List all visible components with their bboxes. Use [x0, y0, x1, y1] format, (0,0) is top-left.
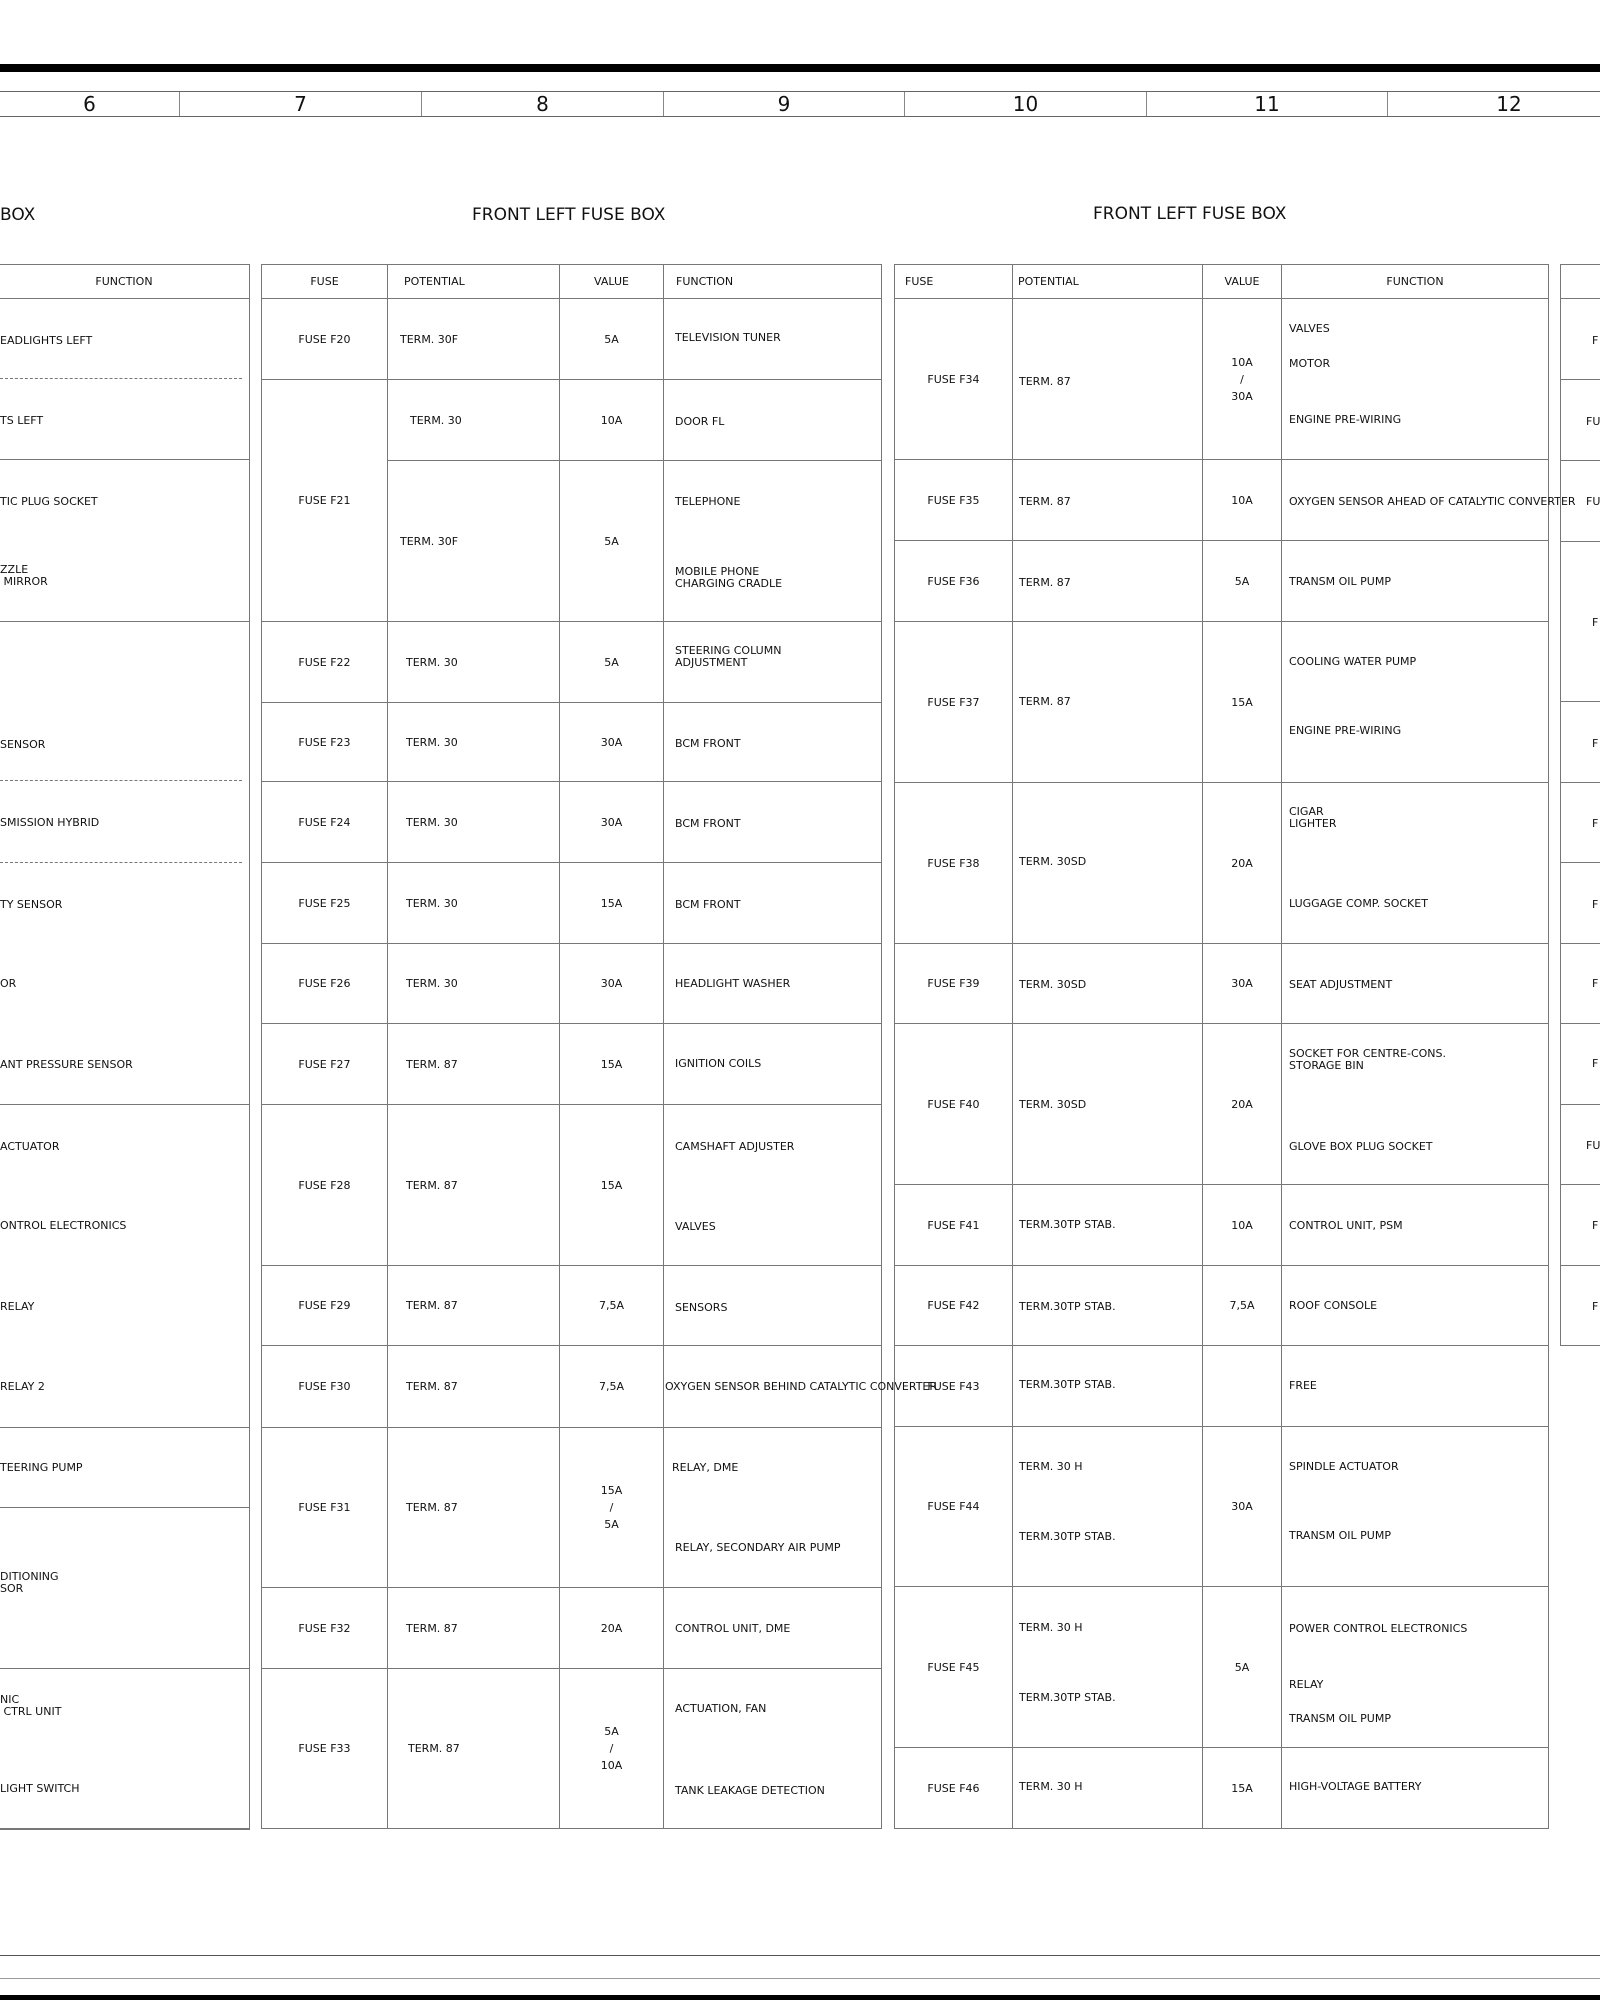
dashed-separator — [0, 378, 242, 379]
fuse-cell: FUSE F30 — [261, 1345, 388, 1428]
potential-label: TERM.30TP STAB. — [1019, 1378, 1116, 1391]
potential-label: TERM. 30 H — [1019, 1780, 1083, 1793]
function-label: STEERING COLUMN ADJUSTMENT — [675, 644, 782, 669]
value-cell: 5A — [559, 460, 664, 622]
bottom-rule — [0, 1978, 1600, 1979]
potential-cell: TERM. 30 — [387, 621, 560, 703]
potential-label: TERM. 30 H — [1019, 1460, 1083, 1473]
value-cell: 30A — [559, 943, 664, 1024]
value-cell: 7,5A — [559, 1265, 664, 1346]
potential-cell: TERM. 30 — [387, 379, 560, 461]
fuse-cell: FUSE F20 — [261, 298, 388, 380]
function-cell — [1281, 1426, 1549, 1587]
edge-fragment: FU — [1586, 415, 1600, 428]
table-group — [0, 298, 250, 460]
fuse-cell: FUSE F42 — [894, 1265, 1013, 1346]
value-cell: 10A — [1202, 459, 1282, 541]
function-label: CONTROL UNIT, DME — [675, 1622, 791, 1635]
function-label: RELAY, DME — [672, 1461, 739, 1474]
function-label: LIGHT SWITCH — [0, 1782, 80, 1795]
potential-cell: TERM. 30 — [387, 781, 560, 863]
function-label: POWER CONTROL ELECTRONICS — [1289, 1622, 1468, 1635]
value-cell: 30A — [559, 702, 664, 782]
value-cell: 5A — [1202, 1586, 1282, 1748]
function-label: BCM FRONT — [675, 898, 741, 911]
fuse-cell: FUSE F29 — [261, 1265, 388, 1346]
value-cell: 15A — [559, 1023, 664, 1105]
fuse-cell: FUSE F34 — [894, 298, 1013, 460]
column-number: 11 — [1147, 92, 1388, 116]
function-label: HIGH-VOLTAGE BATTERY — [1289, 1780, 1422, 1793]
function-label: RELAY, SECONDARY AIR PUMP — [675, 1541, 841, 1554]
function-label: SOCKET FOR CENTRE-CONS. STORAGE BIN — [1289, 1047, 1447, 1072]
value-cell: 5A / 10A — [559, 1668, 664, 1829]
function-label: SMISSION HYBRID — [0, 816, 100, 829]
column-header-potential: POTENTIAL — [387, 264, 560, 299]
edge-fragment: F — [1592, 1219, 1599, 1232]
function-label: SEAT ADJUSTMENT — [1289, 978, 1393, 991]
edge-fragment: F — [1592, 817, 1599, 830]
function-label: TRANSM OIL PUMP — [1289, 575, 1391, 588]
column-number: 12 — [1496, 92, 1522, 116]
dashed-separator — [0, 862, 242, 863]
function-label: VALVES — [1289, 322, 1330, 335]
column-header-value: VALUE — [1202, 264, 1282, 299]
middle-box-title: FRONT LEFT FUSE BOX — [472, 205, 666, 225]
column-number: 7 — [180, 92, 422, 116]
edge-fragment: FU — [1586, 1139, 1600, 1152]
potential-label: TERM. 87 — [1019, 576, 1071, 589]
potential-cell: TERM. 30F — [387, 298, 560, 380]
edge-header — [1560, 264, 1600, 299]
potential-label: TERM. 30SD — [1019, 1098, 1087, 1111]
function-label: OXYGEN SENSOR AHEAD OF CATALYTIC CONVERTER — [1289, 495, 1576, 508]
value-cell: 5A — [1202, 540, 1282, 622]
function-label: MOBILE PHONE CHARGING CRADLE — [675, 565, 783, 590]
left-box-title: BOX — [0, 205, 36, 225]
function-cell — [1281, 621, 1549, 783]
value-cell: 15A — [559, 1104, 664, 1266]
column-header-function: FUNCTION — [1281, 264, 1549, 299]
fuse-cell: FUSE F37 — [894, 621, 1013, 783]
function-label: ANT PRESSURE SENSOR — [0, 1058, 133, 1071]
function-label: ENGINE PRE-WIRING — [1289, 724, 1402, 737]
value-cell: 7,5A — [1202, 1265, 1282, 1346]
function-label: TEERING PUMP — [0, 1461, 83, 1474]
fuse-cell: FUSE F24 — [261, 781, 388, 863]
potential-label: TERM. 87 — [1019, 695, 1071, 708]
edge-fragment: F — [1592, 898, 1599, 911]
bottom-rule — [0, 1955, 1600, 1956]
function-label: SENSORS — [675, 1301, 728, 1314]
function-cell — [663, 1104, 882, 1266]
function-label: TELEVISION TUNER — [675, 331, 781, 344]
value-cell: 5A — [559, 298, 664, 380]
value-cell: 30A — [559, 781, 664, 863]
value-cell — [1202, 1345, 1282, 1427]
potential-cell: TERM. 87 — [387, 1668, 560, 1829]
function-label: TELEPHONE — [675, 495, 741, 508]
column-header-fuse: FUSE — [261, 264, 388, 299]
function-label: CIGAR LIGHTER — [1289, 805, 1337, 830]
potential-cell — [1012, 1426, 1203, 1587]
value-cell: 15A — [1202, 1747, 1282, 1829]
column-ruler — [0, 91, 1600, 117]
column-number: 9 — [664, 92, 905, 116]
column-header-fuse: FUSE — [894, 264, 1013, 299]
function-label: TANK LEAKAGE DETECTION — [675, 1784, 825, 1797]
column-number: 6 — [0, 92, 180, 116]
edge-fragment: F — [1592, 1300, 1599, 1313]
fuse-cell: FUSE F41 — [894, 1184, 1013, 1266]
function-cell — [663, 1427, 882, 1588]
function-label: MOTOR — [1289, 357, 1331, 370]
function-label: TRANSM OIL PUMP — [1289, 1712, 1391, 1725]
value-cell: 30A — [1202, 1426, 1282, 1587]
function-label: ZZLE MIRROR — [0, 563, 48, 588]
potential-cell: TERM. 87 — [387, 1345, 560, 1428]
edge-fragment: F — [1592, 737, 1599, 750]
function-label: TY SENSOR — [0, 898, 63, 911]
fuse-cell: FUSE F33 — [261, 1668, 388, 1829]
function-label: COOLING WATER PUMP — [1289, 655, 1417, 668]
function-label: OXYGEN SENSOR BEHIND CATALYTIC CONVERTER — [665, 1380, 938, 1393]
potential-label: TERM. 30SD — [1019, 855, 1087, 868]
function-label: BCM FRONT — [675, 737, 741, 750]
fuse-cell: FUSE F44 — [894, 1426, 1013, 1587]
potential-label: TERM. 87 — [1019, 375, 1071, 388]
fuse-cell: FUSE F28 — [261, 1104, 388, 1266]
edge-fragment: F — [1592, 1057, 1599, 1070]
function-label: SPINDLE ACTUATOR — [1289, 1460, 1399, 1473]
potential-cell: TERM. 87 — [387, 1427, 560, 1588]
potential-cell: TERM. 30 — [387, 943, 560, 1024]
function-label: OR — [0, 977, 17, 990]
function-label: GLOVE BOX PLUG SOCKET — [1289, 1140, 1433, 1153]
column-number: 10 — [905, 92, 1147, 116]
value-cell: 15A — [1202, 621, 1282, 783]
function-label: CAMSHAFT ADJUSTER — [675, 1140, 795, 1153]
edge-fragment: FU — [1586, 495, 1600, 508]
column-header-value: VALUE — [559, 264, 664, 299]
column-header-function: FUNCTION — [0, 264, 250, 299]
column-header-potential: POTENTIAL — [1012, 264, 1203, 299]
edge-fragment: F — [1592, 334, 1599, 347]
potential-label: TERM. 30 H — [1019, 1621, 1083, 1634]
function-label: TRANSM OIL PUMP — [1289, 1529, 1391, 1542]
fuse-cell: FUSE F22 — [261, 621, 388, 703]
function-label: IGNITION COILS — [675, 1057, 762, 1070]
fuse-cell: FUSE F25 — [261, 862, 388, 944]
function-label: TIC PLUG SOCKET — [0, 495, 98, 508]
function-label: ENGINE PRE-WIRING — [1289, 413, 1402, 426]
value-cell: 7,5A — [559, 1345, 664, 1428]
fuse-cell: FUSE F35 — [894, 459, 1013, 541]
function-label: ACTUATOR — [0, 1140, 60, 1153]
function-label: FREE — [1289, 1379, 1317, 1392]
table-group — [0, 1828, 250, 1830]
fuse-cell: FUSE F27 — [261, 1023, 388, 1105]
potential-label: TERM. 30SD — [1019, 978, 1087, 991]
value-cell: 5A — [559, 621, 664, 703]
table-group — [0, 459, 250, 622]
fuse-cell: FUSE F31 — [261, 1427, 388, 1588]
value-cell: 10A — [559, 379, 664, 461]
value-cell: 20A — [559, 1587, 664, 1669]
function-label: TS LEFT — [0, 414, 44, 427]
potential-cell — [1012, 1586, 1203, 1748]
column-number: 8 — [422, 92, 664, 116]
function-label: DOOR FL — [675, 415, 725, 428]
potential-label: TERM.30TP STAB. — [1019, 1530, 1116, 1543]
potential-label: TERM.30TP STAB. — [1019, 1300, 1116, 1313]
fuse-cell: FUSE F45 — [894, 1586, 1013, 1748]
fuse-cell: FUSE F43 — [894, 1345, 1013, 1427]
fuse-cell: FUSE F46 — [894, 1747, 1013, 1829]
value-cell: 20A — [1202, 782, 1282, 944]
potential-cell: TERM. 87 — [387, 1104, 560, 1266]
value-cell: 20A — [1202, 1023, 1282, 1185]
fuse-cell: FUSE F38 — [894, 782, 1013, 944]
fuse-cell: FUSE F40 — [894, 1023, 1013, 1185]
function-label: RELAY 2 — [0, 1380, 45, 1393]
right-box-title: FRONT LEFT FUSE BOX — [1093, 204, 1287, 224]
function-cell — [1281, 1345, 1549, 1427]
table-group — [0, 1668, 250, 1829]
fuse-cell: FUSE F23 — [261, 702, 388, 782]
fuse-cell: FUSE F26 — [261, 943, 388, 1024]
function-label: BCM FRONT — [675, 817, 741, 830]
bottom-border-bar — [0, 1995, 1600, 2000]
potential-label: TERM.30TP STAB. — [1019, 1691, 1116, 1704]
potential-cell: TERM. 87 — [387, 1265, 560, 1346]
top-border-bar — [0, 64, 1600, 72]
function-label: ACTUATION, FAN — [675, 1702, 767, 1715]
function-label: DITIONING SOR — [0, 1570, 59, 1595]
function-label: HEADLIGHT WASHER — [675, 977, 791, 990]
function-cell — [663, 460, 882, 622]
fuse-cell: FUSE F36 — [894, 540, 1013, 622]
function-label: NIC CTRL UNIT — [0, 1693, 62, 1718]
function-label: RELAY — [0, 1300, 35, 1313]
potential-label: TERM.30TP STAB. — [1019, 1218, 1116, 1231]
edge-fragment: F — [1592, 616, 1599, 629]
function-cell — [663, 1668, 882, 1829]
function-label: CONTROL UNIT, PSM — [1289, 1219, 1403, 1232]
function-label: ROOF CONSOLE — [1289, 1299, 1378, 1312]
value-cell: 30A — [1202, 943, 1282, 1024]
value-cell: 15A — [559, 862, 664, 944]
column-header-function: FUNCTION — [663, 264, 882, 299]
value-cell: 15A / 5A — [559, 1427, 664, 1588]
value-cell: 10A / 30A — [1202, 298, 1282, 460]
dashed-separator — [0, 780, 242, 781]
potential-cell: TERM. 30 — [387, 702, 560, 782]
fuse-cell: FUSE F39 — [894, 943, 1013, 1024]
value-cell: 10A — [1202, 1184, 1282, 1266]
potential-cell: TERM. 30 — [387, 862, 560, 944]
function-label: SENSOR — [0, 738, 46, 751]
fuse-cell: FUSE F32 — [261, 1587, 388, 1669]
fuse-cell: FUSE F21 — [261, 379, 388, 622]
function-label: VALVES — [675, 1220, 716, 1233]
function-label: RELAY — [1289, 1678, 1324, 1691]
table-group — [0, 621, 250, 1105]
function-label: EADLIGHTS LEFT — [0, 334, 93, 347]
potential-cell: TERM. 87 — [387, 1587, 560, 1669]
potential-cell: TERM. 87 — [387, 1023, 560, 1105]
edge-fragment: F — [1592, 977, 1599, 990]
function-label: ONTROL ELECTRONICS — [0, 1219, 127, 1232]
function-label: LUGGAGE COMP. SOCKET — [1289, 897, 1428, 910]
potential-label: TERM. 87 — [1019, 495, 1071, 508]
potential-cell: TERM. 30F — [387, 460, 560, 622]
